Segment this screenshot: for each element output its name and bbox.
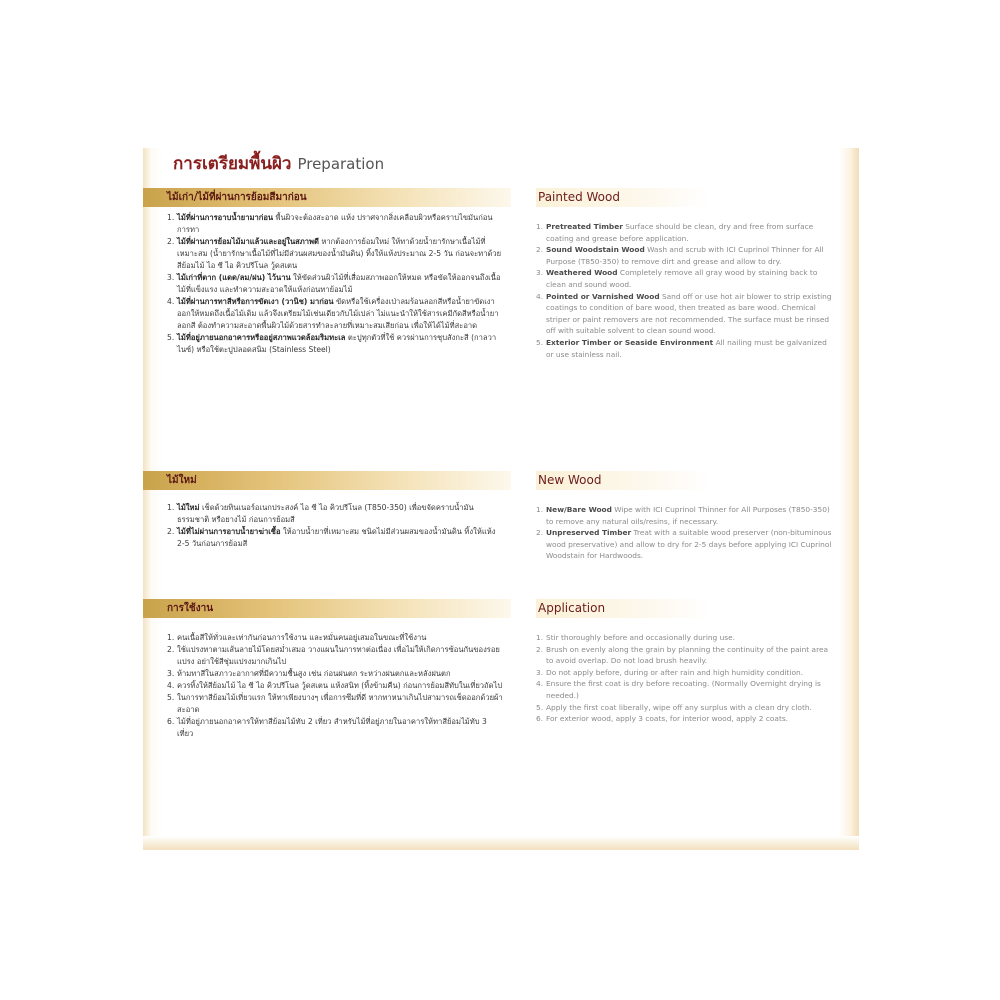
card-bottom-edge [143,836,859,850]
list-item: 5. Apply the first coat liberally, wipe off any surplus with a clean dry cloth. [536,702,812,712]
english-list-application [536,632,834,725]
english-list-new-wood [536,504,834,562]
list-item: 4. ไม้ที่ผ่านการทาสีหรือการขัดเงา (วานิช) มาก่อน ขัดหรือใช้เครื่องเป่าลมร้อนลอกสีหรือน้ำยาขัดเงาออกให้หมดถึงเนื้อไม้เดิม แล้วจึงเตรียมไม้เช่นเดียวกับไม้เปล่า ไม่แนะนำให้ใช้สารเคมีกัดสีหรือน้ำยาลอกสี ต้องทำความสะอาดพื้นผิวไม้ด้วยสารทำละลายที่เหมาะสมเสียก่อน เพื่อให้ได้ไม้ที่สะอาด [167,297,499,330]
section-header-thai-painted-wood: ไม้เก่า/ไม้ที่ผ่านการย้อมสีมาก่อน [143,188,511,207]
list-item: 1. New/Bare Wood Wipe with ICI Cuprinol Thinner for All Purposes (T850-350) to remove any natural oils/resins, if necessary. [536,505,830,526]
list-item: 1. ไม้ใหม่ เช็ดด้วยทินเนอร์อเนกประสงค์ ไอ ซี ไอ คิวปรีโนล (T850-350) เพื่อขจัดคราบน้ำมันธรรมชาติ หรือยางไม้ ก่อนการย้อมสี [167,503,474,524]
section-header-painted-wood: Painted Wood [536,188,711,207]
list-item: 5. ในการทาสีย้อมไม้เที่ยวแรก ให้ทาเพียงบางๆ เพื่อการซึมที่ดี หากทาหนาเกินไปสามารถเช็ดออกด้วยผ้าสะอาด [167,693,503,714]
list-item: 6. ไม้ที่อยู่ภายนอกอาคารให้ทาสีย้อมไม้ทับ 2 เที่ยว สำหรับไม้ที่อยู่ภายในอาคารให้ทาสีย้อมไม้ทับ 3 เที่ยว [167,717,487,738]
list-item: 2. ไม้ที่ไม่ผ่านการอาบน้ำยาฆ่าเชื้อ ให้อาบน้ำยาที่เหมาะสม ชนิดไม่มีส่วนผสมของน้ำมันดิน ทิ้งให้แห้ง 2-5 วันก่อนการย้อมสี [167,527,496,548]
list-item: 5. ไม้ที่อยู่ภายนอกอาคารหรืออยู่สภาพแวดล้อมริมทะเล ตะปูทุกตัวที่ใช้ ควรผ่านการชุบสังกะสี (กาลวาไนซ์) หรือใช้ตะปูปลอดสนิม (Stainless Steel) [167,333,497,354]
title-english: Preparation [297,155,385,173]
list-item: 2. Sound Woodstain Wood Wash and scrub with ICI Cuprinol Thinner for All Purpose (T850-350) to remove dirt and grease and allow to dry. [536,245,824,266]
list-item: 3. Do not apply before, during or after rain and high humidity condition. [536,667,803,677]
list-item: 1. Stir thoroughly before and occasionally during use. [536,633,736,642]
preparation-card [143,148,859,850]
list-item: 2. ไม้ที่ผ่านการย้อมไม้มาแล้วและอยู่ในสภาพดี หากต้องการย้อมใหม่ ให้ทาด้วยน้ำยารักษาเนื้อไม้ที่เหมาะสม (น้ำยารักษาเนื้อไม้ที่ไม่มีส่วนผสมของน้ำมันดิน) ทิ้งให้แห้งประมาณ 2-5 วัน ก่อนจะทาด้วยสีย้อมไม้ ไอ ซี ไอ คิวปรีโนล วู้ดสเตน [167,237,502,270]
thai-list-new-wood [167,502,505,550]
list-item: 1. Pretreated Timber Surface should be clean, dry and free from surface coating and grease before application. [536,222,814,243]
section-header-thai-application: การใช้งาน [143,599,511,618]
list-item: 3. Weathered Wood Completely remove all gray wood by staining back to clean and sound wood. [536,268,818,289]
thai-list-application [167,632,505,740]
title-thai: การเตรียมพื้นผิว [173,154,292,174]
list-item: 3. ไม้เก่าที่ตาก (แดด/ลม/ฝน) ไว้นาน ให้ขัดส่วนผิวไม้ที่เสื่อมสภาพออกให้หมด หรือขัดให้ออกจนถึงเนื้อไม้ที่แข็งแรง และทำความสะอาดให้แห้งก่อนทาย้อมไม้ [167,273,501,294]
list-item: 1. คนเนื้อสีให้ทั่วและเท่ากันก่อนการใช้งาน และหมั่นคนอยู่เสมอในขณะที่ใช้งาน [167,633,427,642]
list-item: 2. ใช้แปรงทาตามเส้นลายไม้โดยสม่ำเสมอ วางแผนในการทาต่อเนื่อง เพื่อไม่ให้เกิดการซ้อนกันของรอยแปรง อย่าใช้สีชุ่มแปรงมากเกินไป [167,645,500,666]
english-list-painted-wood [536,221,834,360]
list-item: 3. ห้ามทาสีในสภาวะอากาศที่มีความชื้นสูง เช่น ก่อนฝนตก ระหว่างฝนตกและหลังฝนตก [167,669,451,678]
page-title [173,150,384,180]
list-item: 1. ไม้ที่ผ่านการอาบน้ำยามาก่อน พื้นผิวจะต้องสะอาด แห้ง ปราศจากสิ่งเคลือบผิวหรือคราบไขมันก่อนการทา [167,213,493,234]
thai-list-painted-wood [167,212,505,356]
list-item: 4. Ensure the first coat is dry before recoating. (Normally Overnight drying is needed.) [536,679,821,700]
list-item: 6. For exterior wood, apply 3 coats, for interior wood, apply 2 coats. [536,714,789,724]
section-header-new-wood: New Wood [536,471,711,490]
list-item: 4. ควรทิ้งให้สีย้อมไม้ ไอ ซี ไอ คิวปรีโนล วู้ดสเตน แห้งสนิท (ทิ้งข้ามคืน) ก่อนการย้อมสีทับในเที่ยวถัดไป [167,681,503,690]
section-header-thai-new-wood: ไม้ใหม่ [143,471,511,490]
list-item: 2. Unpreserved Timber Treat with a suitable wood preserver (non-bituminous wood preservative) and allow to dry for 2-5 days before applying ICI Cuprinol Woodstain for Hardwoods. [536,528,832,561]
list-item: 5. Exterior Timber or Seaside Environment All nailing must be galvanized or use stainless nail. [536,337,827,359]
section-header-application: Application [536,599,711,618]
list-item: 2. Brush on evenly along the grain by planning the continuity of the paint area to avoid overlap. Do not load brush heavily. [536,644,829,666]
list-item: 4. Pointed or Varnished Wood Sand off or use hot air blower to strip existing coatings to condition of bare wood, then treated as bare wood. Chemical striper or paint removers are not recommended. The surface must be rinsed off with suitable solvent to clean sound wood. [536,291,832,336]
